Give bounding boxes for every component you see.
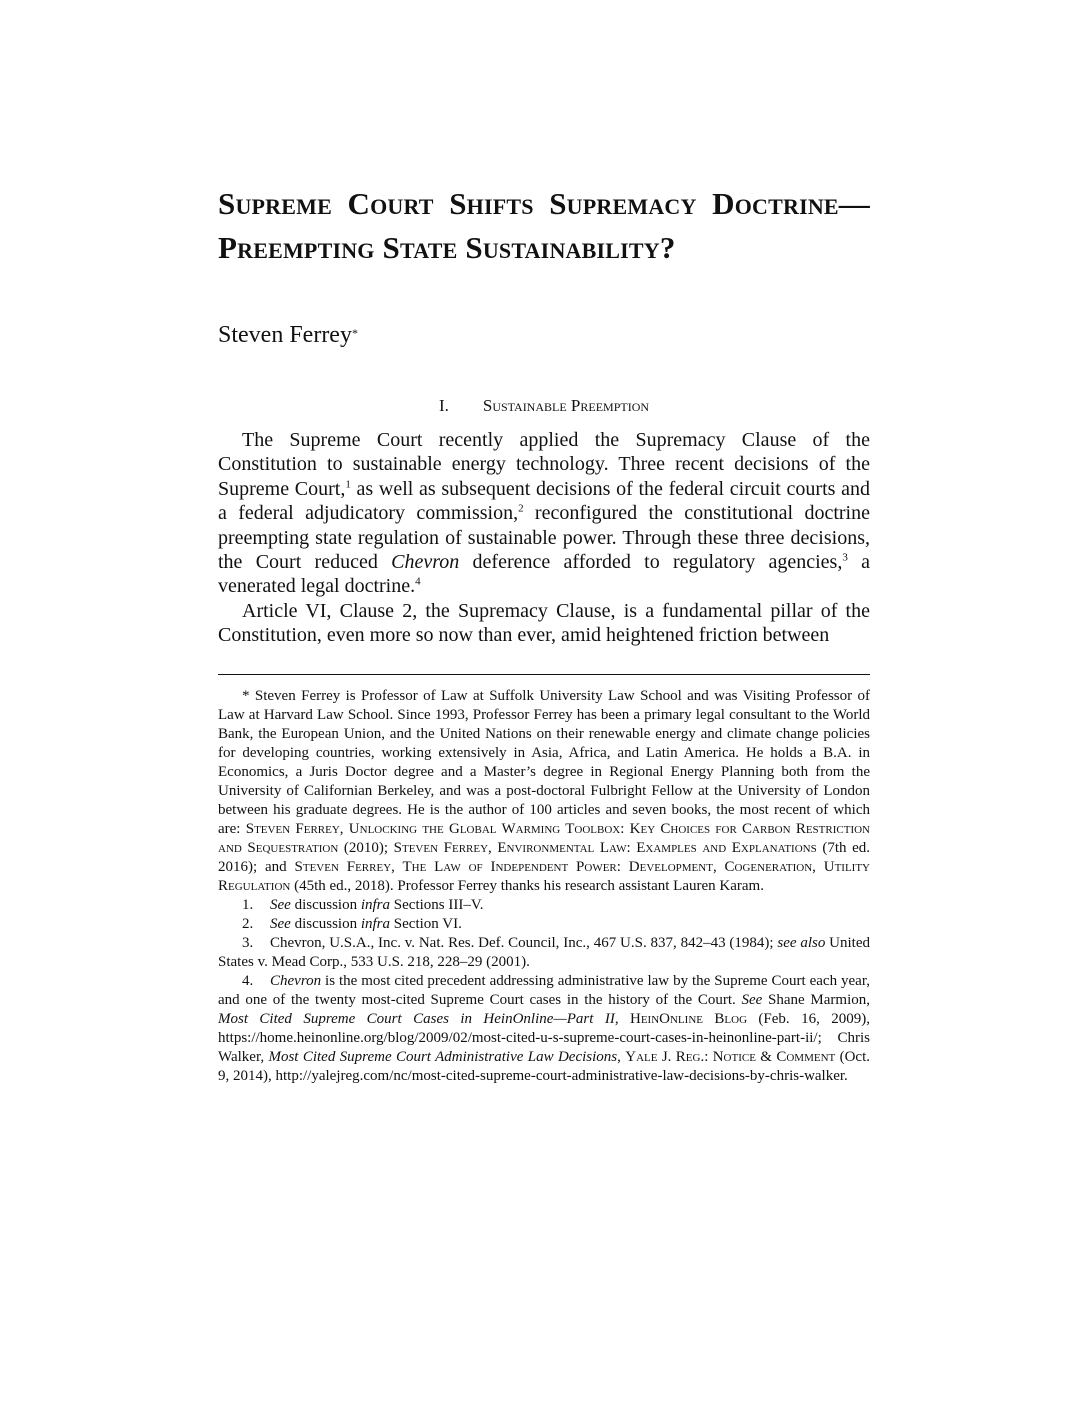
fn-text: * Steven Ferrey is Professor of Law at Suffolk University Law School and was Visiting Professor of Law at Harvard Law School. Since 1993, Professor Ferrey has been a primary legal consultant to the World Bank, the European Union, and the United Nations on their renewable energy and climate change policies for developing countries, working extensively in Asia, Africa, and Latin America. He holds a B.A. in Economics, a Juris Doctor degree and a Master’s degree in Regional Energy Planning both from the University of Californian Berkeley, and was a post-doctoral Fulbright Fellow at the University of London between his graduate degrees. He is the author of 100 articles and seven books, the most recent of which are: — [218, 688, 870, 837]
case-name-chevron: Chevron — [270, 973, 322, 989]
article-title: Supreme Court Shifts Supremacy Doctrine—Preempting State Sustainability? — [218, 186, 870, 265]
section-title: Sustainable Preemption — [482, 396, 650, 415]
footnote-1 — [218, 896, 870, 915]
section-heading — [218, 394, 870, 418]
footnote-divider — [218, 674, 870, 675]
footnote-ref-4: 4 — [415, 575, 421, 588]
footnote-ref-1: 1 — [345, 478, 351, 491]
author-line — [218, 318, 870, 352]
fn-text: discussion — [290, 916, 361, 932]
fn-source: Yale J. Reg.: Notice & Comment — [625, 1049, 836, 1065]
signal: infra — [360, 916, 391, 932]
fn-text: is the most cited precedent addressing administrative law by the Supreme Court each year, and one of the twenty most-cited Supreme Court cases in the history of the Court. — [218, 973, 870, 1008]
author-name: Steven Ferrey — [218, 322, 352, 348]
footnote-author — [218, 687, 870, 896]
footnote-number: 3. — [242, 935, 254, 951]
p1-text: deference afforded to regulatory agencies, — [459, 551, 843, 574]
footnotes — [218, 687, 870, 1086]
p1-text: a venerated legal doctrine. — [218, 551, 871, 598]
signal: infra — [360, 897, 391, 913]
fn-text: Sections III–V. — [390, 897, 484, 913]
body-text — [218, 428, 870, 648]
footnote-ref-3: 3 — [842, 551, 848, 564]
footnote-2 — [218, 915, 870, 934]
section-number: I. — [438, 396, 449, 415]
fn-text: (Feb. 16, 2009), https://home.heinonline.org/blog/2009/02/most-cited-u-s-supreme-court-cases-in-heinonline-part-ii/; Chris Walker, — [218, 1011, 871, 1065]
footnote-3 — [218, 934, 870, 972]
footnote-ref-2: 2 — [518, 502, 524, 515]
fn-citation: Steven Ferrey, Environmental Law: Examples and Explanations — [393, 840, 817, 856]
footnote-number: 1. — [242, 897, 254, 913]
fn-text: (2010); — [338, 840, 394, 856]
fn-text: (Oct. 9, 2014), http://yalejreg.com/nc/most-cited-supreme-court-administrative-law-decisions-by-chris-walker. — [218, 1049, 871, 1084]
signal: See — [741, 992, 763, 1008]
fn-text: discussion — [290, 897, 361, 913]
paragraph-2: Article VI, Clause 2, the Supremacy Clause, is a fundamental pillar of the Constitution, even more so now than ever, amid heightened friction between — [218, 599, 870, 647]
fn-text: Chevron, U.S.A., Inc. v. Nat. Res. Def. Council, Inc., 467 U.S. 837, 842–43 (1984); — [270, 935, 778, 951]
fn-source: HeinOnline Blog — [630, 1011, 748, 1027]
paragraph-1 — [218, 428, 870, 599]
fn-text: , — [614, 1011, 630, 1027]
case-name-chevron: Chevron — [391, 551, 460, 574]
fn-citation: Steven Ferrey, The Law of Independent Power: Development, Cogeneration, Utility Regulation — [218, 859, 870, 894]
footnote-number: 2. — [242, 916, 254, 932]
p1-text: reconfigured the constitutional doctrine preempting state regulation of sustainable power. Through these three decisions, the Court reduced — [218, 502, 870, 574]
fn-text: United States v. Mead Corp., 533 U.S. 218, 228–29 (2001). — [218, 935, 870, 970]
signal: See — [270, 916, 291, 932]
fn-text: Section VI. — [390, 916, 462, 932]
signal: see also — [777, 935, 826, 951]
fn-citation: Steven Ferrey, Unlocking the Global Warming Toolbox: Key Choices for Carbon Restriction and Sequestration — [218, 821, 870, 856]
footnote-4 — [218, 972, 870, 1086]
fn-source-title: Most Cited Supreme Court Cases in HeinOnline—Part II — [218, 1011, 615, 1027]
fn-source-title: Most Cited Supreme Court Administrative Law Decisions — [268, 1049, 618, 1065]
author-footnote-mark: * — [351, 326, 358, 340]
fn-text: Shane Marmion, — [762, 992, 871, 1008]
signal: See — [270, 897, 291, 913]
p1-text: The Supreme Court recently applied the Supremacy Clause of the Constitution to sustainable energy technology. Three recent decisions of the Supreme Court, — [218, 429, 870, 500]
fn-text: (45th ed., 2018). Professor Ferrey thanks his research assistant Lauren Karam. — [290, 878, 764, 894]
fn-text: , — [617, 1049, 626, 1065]
footnote-number: 4. — [242, 973, 254, 989]
p1-text: as well as subsequent decisions of the federal circuit courts and a federal adjudicatory commission, — [218, 477, 870, 525]
fn-text: (7th ed. 2016); and — [218, 840, 870, 875]
